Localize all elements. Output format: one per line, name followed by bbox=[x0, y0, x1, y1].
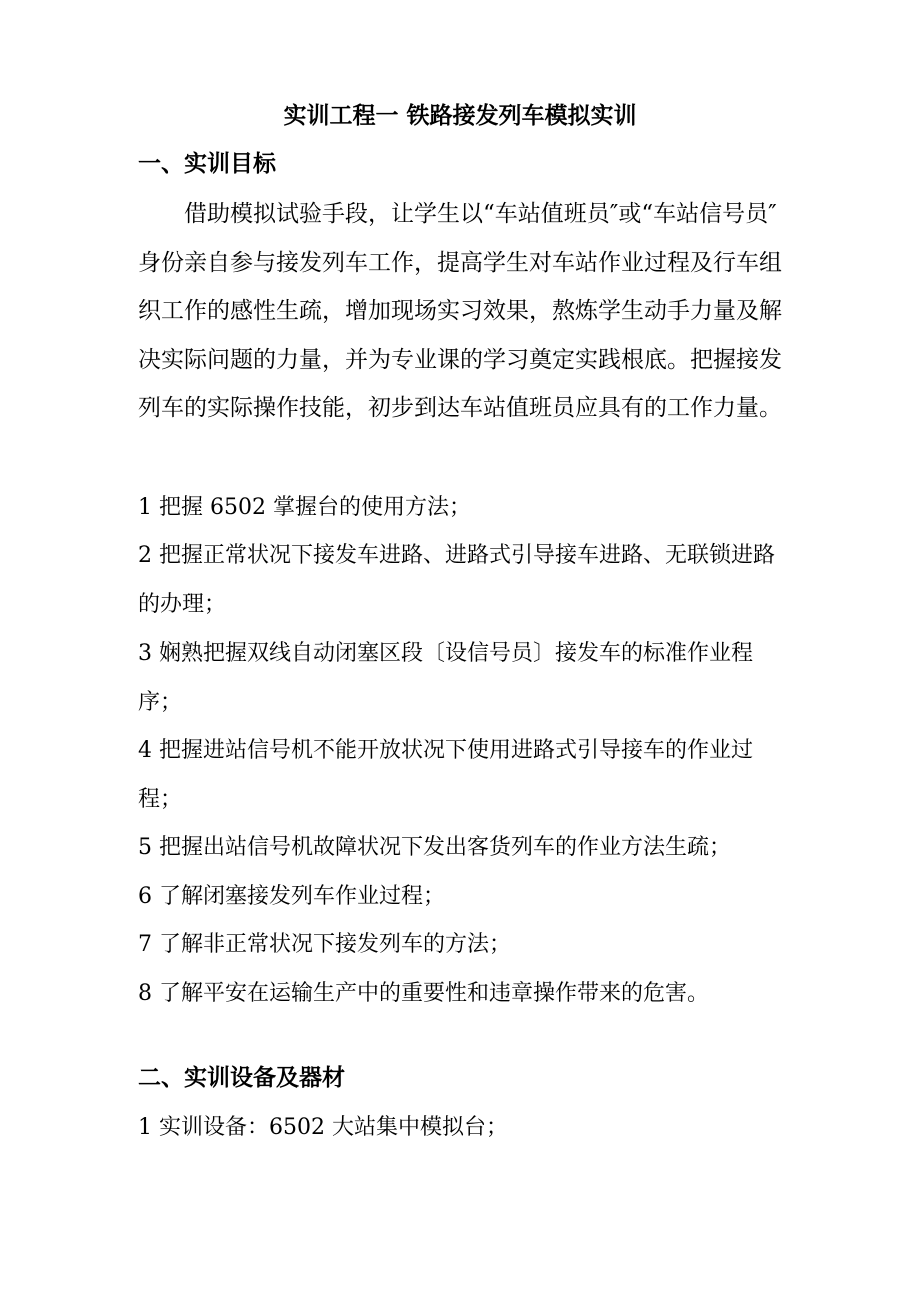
objective-item-4: 4 把握进站信号机不能开放状况下使用进路式引导接车的作业过程； bbox=[138, 738, 753, 812]
objective-item-5: 5 把握出站信号机故障状况下发出客货列车的作业方法生疏； bbox=[138, 835, 731, 860]
objective-item-1: 1 把握 6502 掌握台的使用方法； bbox=[138, 495, 471, 520]
objectives-paragraph: 借助模拟试验手段，让学生以“车站值班员″或“车站信号员″身份亲自参与接发列车工作，提高学生对车站作业过程及行车组织工作的感性生疏，增加现场实习效果，熬炼学生动手力量及解决实际问题的力量，并为专业课的学习奠定实践根底。把握接发列车的实际操作技能，初步到达车站值班员应具有的工作力量。 bbox=[138, 201, 782, 421]
objective-item-3: 3 娴熟把握双线自动闭塞区段〔设信号员〕接发车的标准作业程序； bbox=[138, 641, 753, 715]
equipment-item-1: 1 实训设备：6502 大站集中模拟台； bbox=[138, 1115, 508, 1140]
objective-item-6: 6 了解闭塞接发列车作业过程； bbox=[138, 884, 445, 909]
objective-item-2: 2 把握正常状况下接发车进路、进路式引导接车进路、无联锁进路的办理； bbox=[138, 543, 775, 617]
section-heading-equipment: 二、实训设备及器材 bbox=[138, 1064, 345, 1091]
objective-item-8: 8 了解平安在运输生产中的重要性和违章操作带来的危害。 bbox=[138, 981, 709, 1006]
section-heading-objectives: 一、实训目标 bbox=[138, 150, 276, 177]
objective-item-7: 7 了解非正常状况下接发列车的方法； bbox=[138, 932, 511, 957]
document-title: 实训工程一 铁路接发列车模拟实训 bbox=[283, 102, 637, 129]
